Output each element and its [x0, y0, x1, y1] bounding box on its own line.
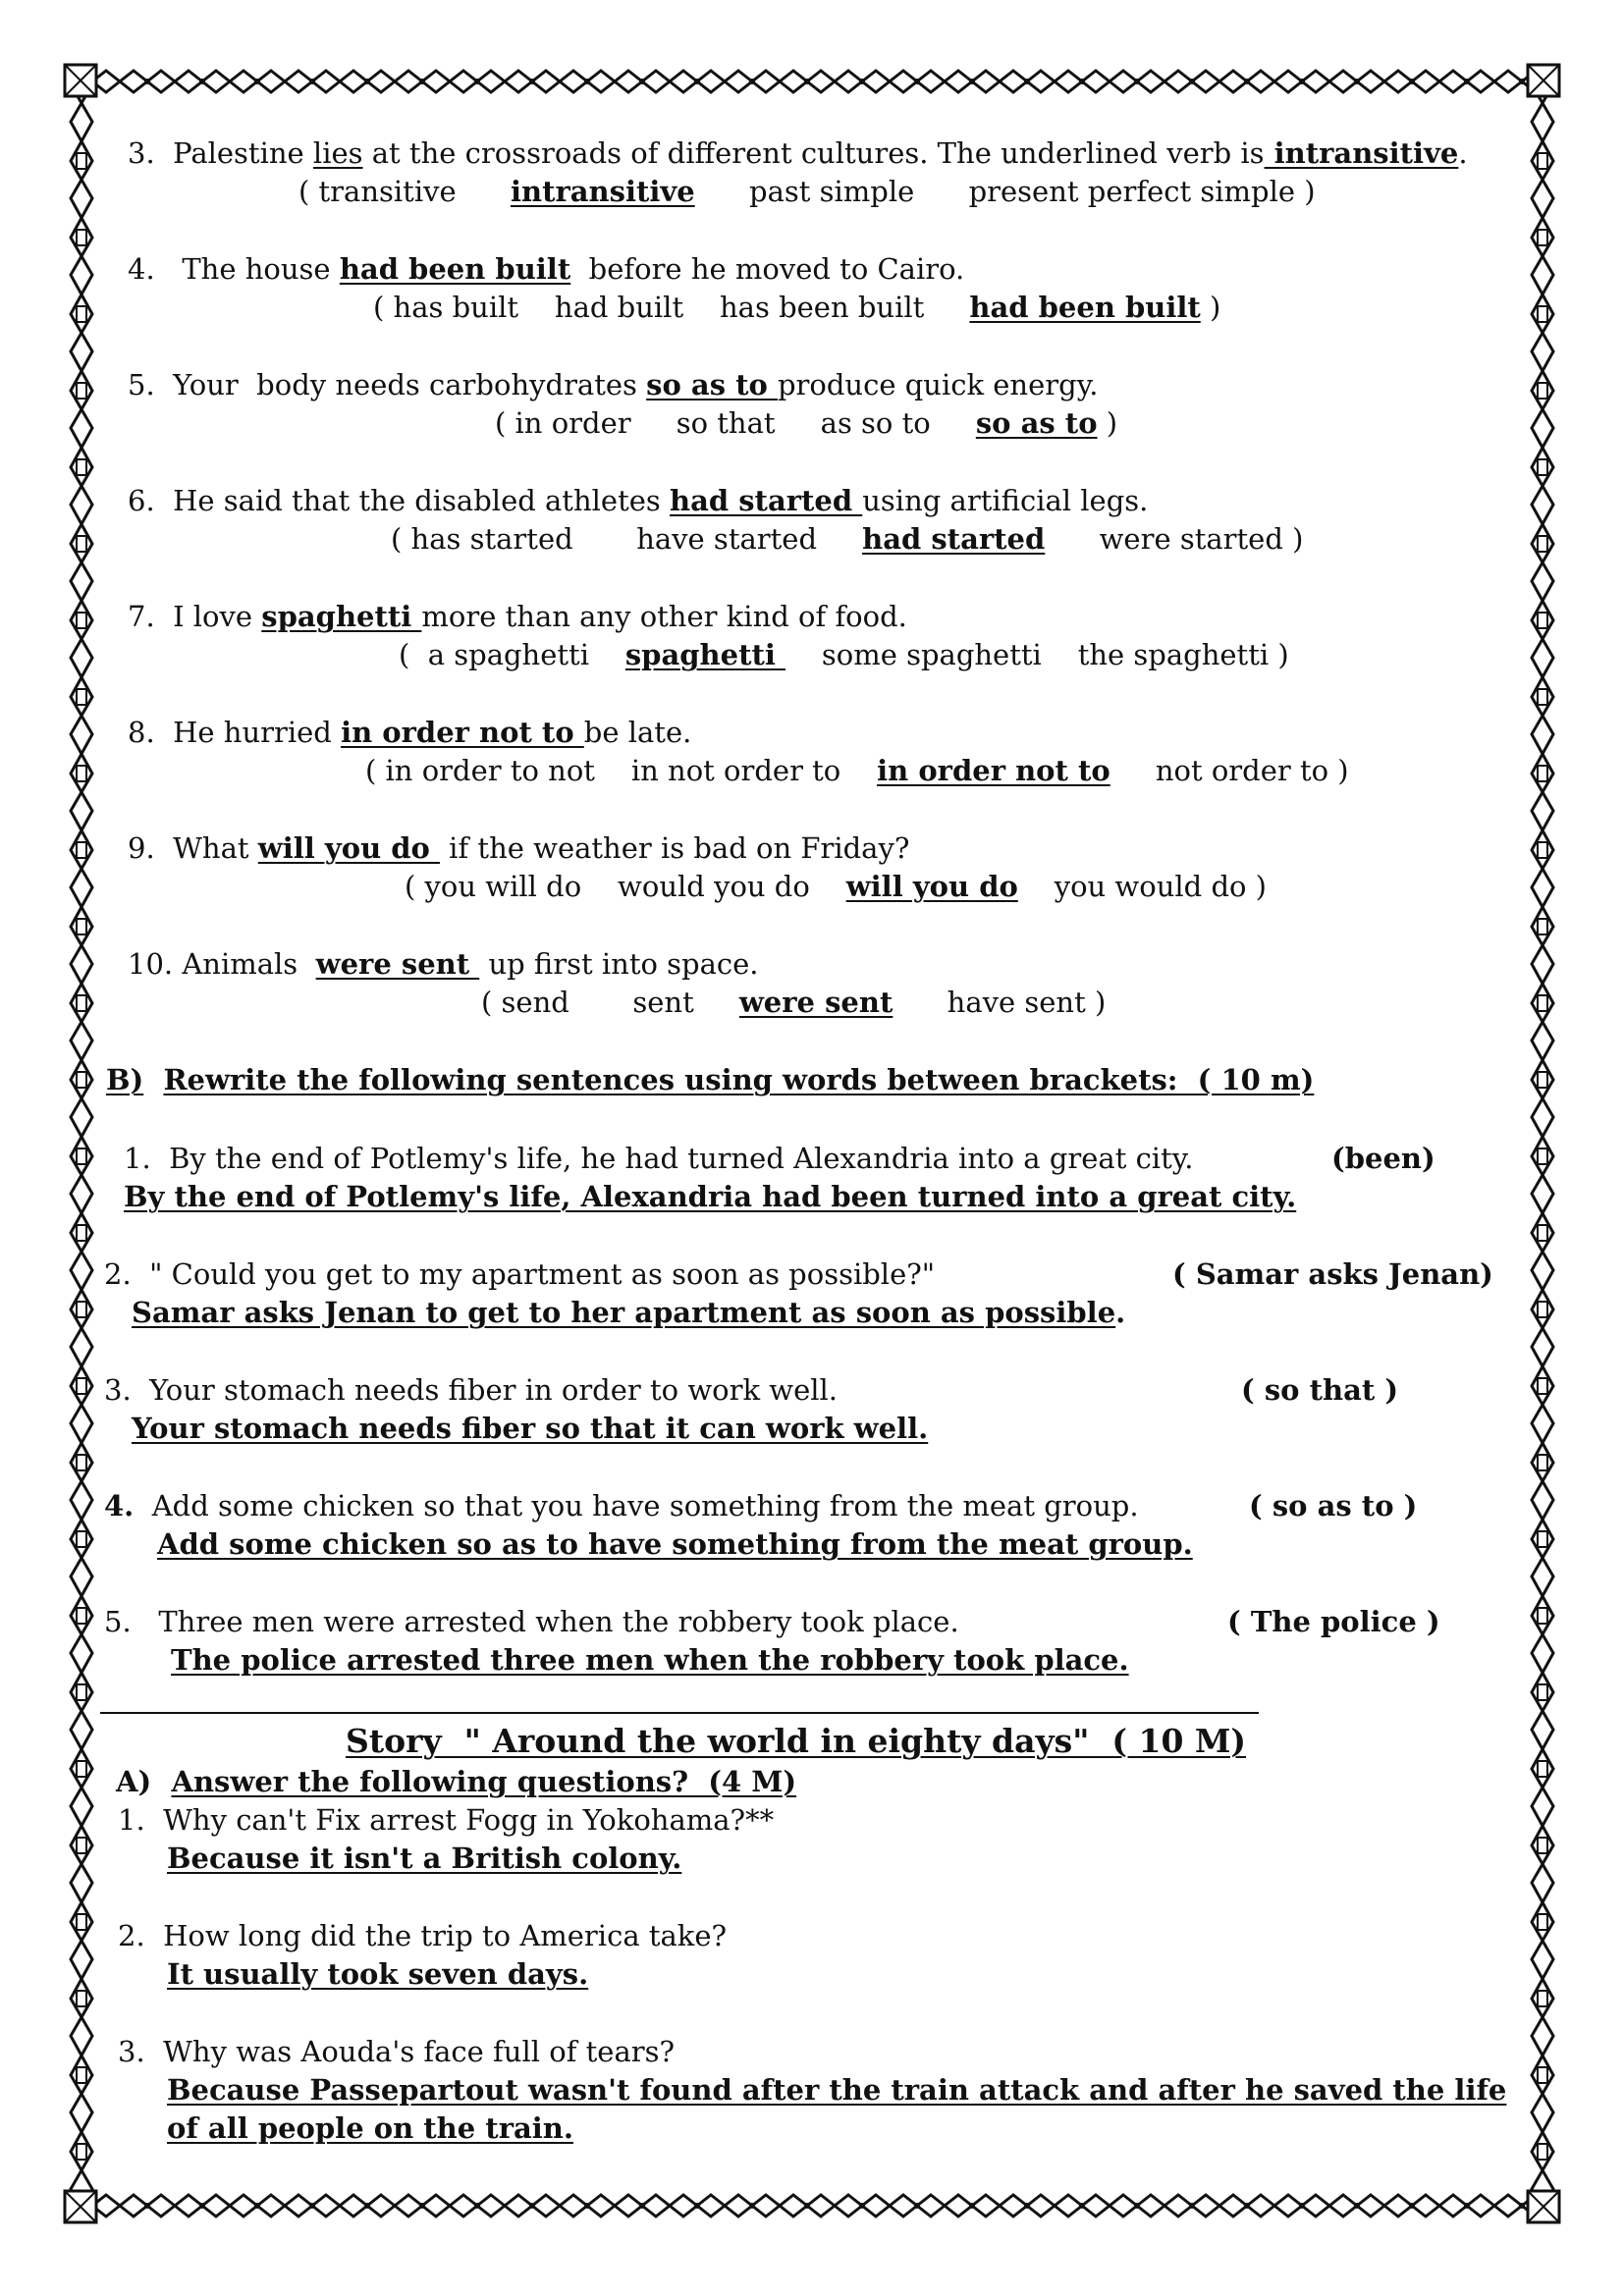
- correct-option: had been built: [969, 291, 1201, 324]
- correct-option: had started: [862, 522, 1046, 556]
- item-4-options: ( has built had built has been built had been built ): [373, 291, 1221, 324]
- item-8-options: ( in order to not in not order to in order not to not order to ): [365, 754, 1349, 787]
- section-b-label: B): [106, 1063, 144, 1096]
- b-item-3-sentence: 3. Your stomach needs fiber in order to work well.: [104, 1373, 839, 1407]
- underlined-word: had been built: [339, 252, 571, 286]
- b-item-1-answer: By the end of Potlemy's life, Alexandria had been turned into a great city.: [124, 1180, 1297, 1213]
- b-item-2-answer: Samar asks Jenan to get to her apartment as soon as possible.: [132, 1296, 1126, 1329]
- underlined-word: were sent: [315, 947, 480, 981]
- correct-option: spaghetti: [624, 638, 785, 671]
- story-answer-3-line-1: Because Passepartout wasn't found after the train attack and after he saved the life: [167, 2073, 1507, 2107]
- item-9-options: ( you will do would you do will you do you would do ): [405, 870, 1267, 903]
- item-7-sentence: 7. I love spaghetti more than any other kind of food.: [128, 600, 907, 633]
- story-answer-3-line-2: of all people on the train.: [167, 2111, 573, 2145]
- correct-option: will you do: [845, 870, 1018, 903]
- b-item-4-answer: Add some chicken so as to have something from the meat group.: [157, 1527, 1193, 1561]
- item-5-options: ( in order so that as so to so as to ): [495, 406, 1118, 440]
- answer-inline: intransitive: [1264, 136, 1459, 170]
- story-question-2: 2. How long did the trip to America take?: [118, 1919, 728, 1952]
- story-question-3: 3. Why was Aouda's face full of tears?: [118, 2035, 676, 2068]
- story-section-a-heading: [116, 1765, 796, 1798]
- underlined-word: spaghetti: [261, 600, 422, 633]
- b-item-1-sentence: 1. By the end of Potlemy's life, he had turned Alexandria into a great city.: [124, 1142, 1194, 1175]
- section-b-heading: [106, 1063, 1314, 1096]
- underlined-word: will you do: [257, 831, 440, 865]
- section-b-title: Rewrite the following sentences using words between brackets: ( 10 m): [163, 1063, 1315, 1096]
- item-9-sentence: 9. What will you do if the weather is bad on Friday?: [128, 831, 910, 865]
- story-answer-2: It usually took seven days.: [167, 1957, 589, 1991]
- b-item-4-sentence: 4. Add some chicken so that you have something from the meat group.: [104, 1489, 1139, 1522]
- item-number: 3.: [128, 136, 155, 170]
- item-6-options: ( has started have started had started were started ): [391, 522, 1304, 556]
- b-item-2-sentence: 2. " Could you get to my apartment as soon as possible?": [104, 1257, 936, 1291]
- correct-option: so as to: [975, 406, 1098, 440]
- story-section-label: A): [116, 1765, 152, 1798]
- item-7-options: ( a spaghetti spaghetti some spaghetti the spaghetti ): [399, 638, 1289, 671]
- b-item-3-answer: Your stomach needs fiber so that it can work well.: [132, 1412, 929, 1445]
- item-4-sentence: 4. The house had been built before he moved to Cairo.: [128, 252, 965, 286]
- item-8-sentence: 8. He hurried in order not to be late.: [128, 716, 692, 749]
- correct-option: were sent: [738, 986, 893, 1019]
- correct-option: in order not to: [877, 754, 1110, 787]
- b-item-3-cue: ( so that ): [1241, 1373, 1399, 1407]
- section-divider: [100, 1712, 1259, 1714]
- b-item-5-cue: ( The police ): [1227, 1605, 1440, 1638]
- item-10-options: ( send sent were sent have sent ): [481, 986, 1107, 1019]
- underlined-word: lies: [312, 136, 363, 170]
- item-10-sentence: 10. Animals were sent up first into space.: [128, 947, 759, 981]
- story-section-title: Answer the following questions? (4 M): [171, 1765, 797, 1798]
- underlined-word: so as to: [646, 368, 778, 401]
- underlined-word: in order not to: [341, 716, 584, 749]
- correct-option: intransitive: [510, 175, 695, 208]
- story-heading: Story " Around the world in eighty days" ( 10 M): [346, 1722, 1247, 1760]
- b-item-1-cue: (been): [1331, 1142, 1435, 1175]
- underlined-word: had started: [669, 484, 863, 517]
- item-3-sentence: 3. Palestine lies at the crossroads of different cultures. The underlined verb is intransitive.: [128, 136, 1468, 170]
- b-item-2-cue: ( Samar asks Jenan): [1172, 1257, 1493, 1291]
- item-5-sentence: 5. Your body needs carbohydrates so as to produce quick energy.: [128, 368, 1099, 401]
- b-item-5-answer: The police arrested three men when the robbery took place.: [171, 1643, 1129, 1677]
- b-item-4-cue: ( so as to ): [1249, 1489, 1418, 1522]
- item-6-sentence: 6. He said that the disabled athletes had started using artificial legs.: [128, 484, 1149, 517]
- story-question-1: 1. Why can't Fix arrest Fogg in Yokohama?**: [118, 1803, 775, 1837]
- story-answer-1: Because it isn't a British colony.: [167, 1842, 682, 1875]
- item-3-options: ( transitive intransitive past simple present perfect simple ): [298, 175, 1316, 208]
- b-item-5-sentence: 5. Three men were arrested when the robbery took place.: [104, 1605, 959, 1638]
